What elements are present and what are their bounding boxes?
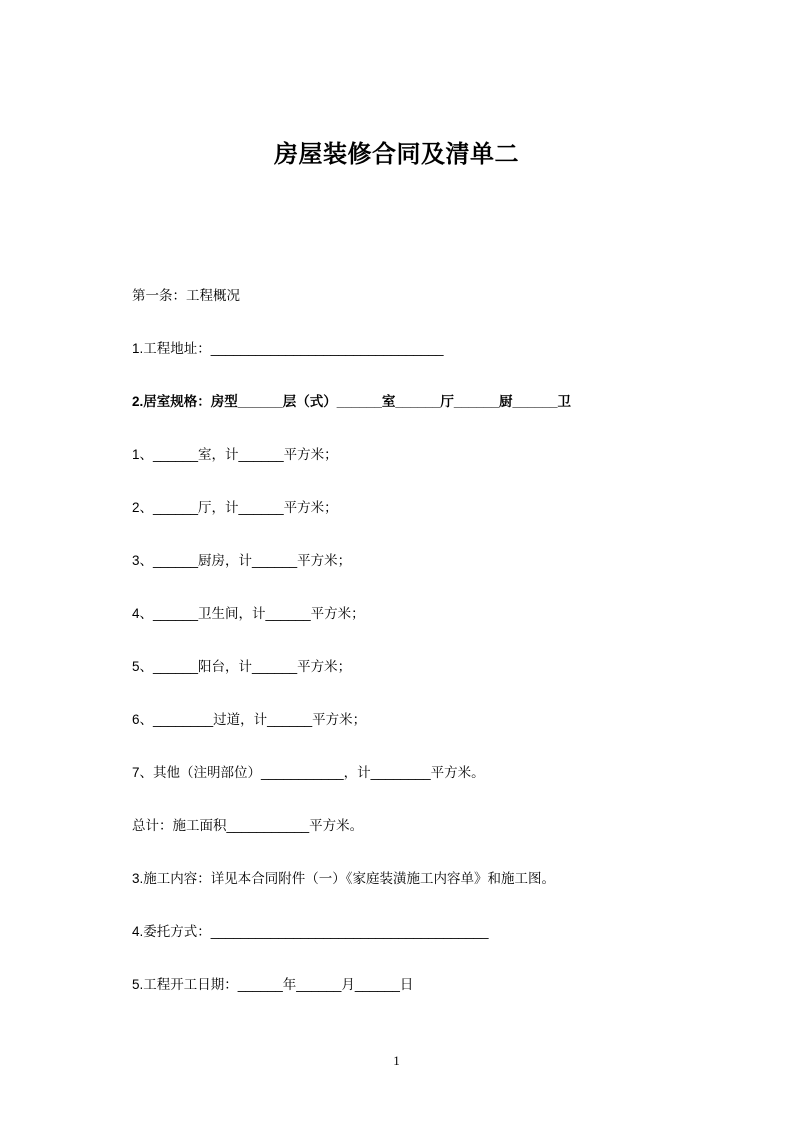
clause-item-4-commission-method: 4.委托方式：_____________________________________ (132, 924, 489, 939)
sub-item-1-bedroom: 1、______室，计______平方米； (132, 447, 338, 462)
page-title: 房屋装修合同及清单二 (274, 141, 519, 168)
sub-item-6-corridor: 6、________过道，计______平方米； (132, 712, 367, 727)
clause-item-5-start-date: 5.工程开工日期：______年______月______日 (132, 977, 414, 992)
sub-item-4-bathroom: 4、______卫生间，计______平方米； (132, 606, 365, 621)
total-construction-area: 总计：施工面积___________平方米。 (132, 818, 364, 833)
page-number: 1 (393, 1053, 400, 1068)
document-body (132, 286, 692, 994)
sub-item-2-living-room: 2、______厅，计______平方米； (132, 500, 338, 515)
clause-item-1-project-address: 1.工程地址：_______________________________ (132, 341, 444, 356)
sub-item-5-balcony: 5、______阳台，计______平方米； (132, 659, 352, 674)
section-heading: 第一条：工程概况 (132, 288, 240, 303)
clause-item-2-room-spec: 2.居室规格：房型______层（式）______室______厅______厨______卫 (132, 394, 572, 409)
sub-item-3-kitchen: 3、______厨房，计______平方米； (132, 553, 352, 568)
sub-item-7-other: 7、其他（注明部位）___________，计________平方米。 (132, 765, 485, 780)
clause-item-3-construction-content: 3.施工内容：详见本合同附件（一）《家庭装潢施工内容单》和施工图。 (132, 871, 556, 886)
